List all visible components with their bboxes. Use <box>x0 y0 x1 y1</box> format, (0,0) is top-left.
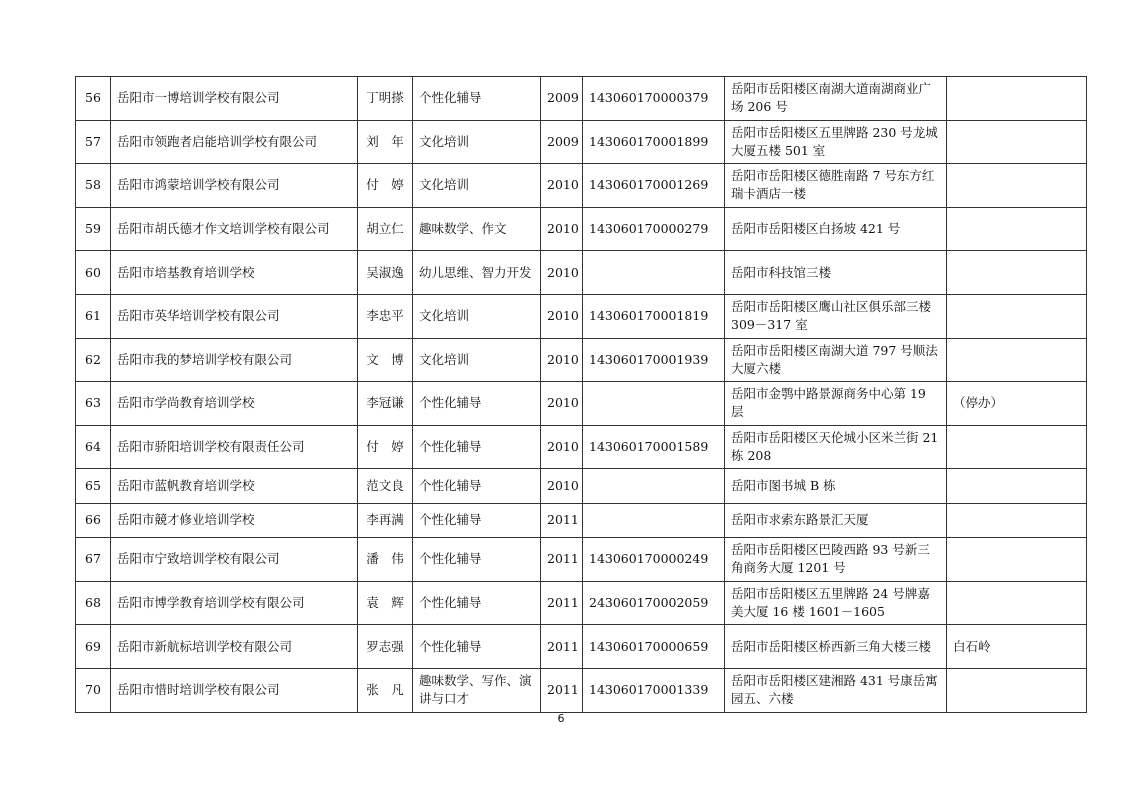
row-number-cell: 64 <box>76 425 111 469</box>
row-number-cell: 63 <box>76 382 111 426</box>
table-row <box>76 668 1087 712</box>
training-scope-cell: 文化培训 <box>413 120 541 164</box>
training-scope-cell: 个性化辅导 <box>413 625 541 669</box>
row-number-cell: 57 <box>76 120 111 164</box>
training-scope-cell: 文化培训 <box>413 294 541 338</box>
remark-cell <box>947 207 1087 251</box>
license-number-cell: 143060170000379 <box>583 77 725 121</box>
legal-person-cell: 范文良 <box>358 469 413 503</box>
row-number-cell: 69 <box>76 625 111 669</box>
row-number-cell: 68 <box>76 581 111 625</box>
training-scope-cell: 个性化辅导 <box>413 77 541 121</box>
license-number-cell <box>583 382 725 426</box>
approval-year-cell: 2010 <box>541 425 583 469</box>
table-row <box>76 469 1087 503</box>
license-number-cell: 143060170001589 <box>583 425 725 469</box>
license-number-cell: 143060170001269 <box>583 164 725 208</box>
school-name-cell: 岳阳市宁致培训学校有限公司 <box>111 538 358 582</box>
license-number-cell: 143060170000659 <box>583 625 725 669</box>
training-scope-cell: 个性化辅导 <box>413 469 541 503</box>
school-address-cell: 岳阳市岳阳楼区桥西新三角大楼三楼 <box>725 625 947 669</box>
remark-cell: 白石岭 <box>947 625 1087 669</box>
approval-year-cell: 2010 <box>541 251 583 295</box>
school-address-cell: 岳阳市岳阳楼区五里牌路 24 号牌嘉美大厦 16 楼 1601－1605 <box>725 581 947 625</box>
row-number-cell: 67 <box>76 538 111 582</box>
legal-person-cell: 张 凡 <box>358 668 413 712</box>
school-address-cell: 岳阳市岳阳楼区南湖大道南湖商业广场 206 号 <box>725 77 947 121</box>
table-row <box>76 425 1087 469</box>
remark-cell <box>947 251 1087 295</box>
table-row <box>76 207 1087 251</box>
license-number-cell: 143060170001899 <box>583 120 725 164</box>
legal-person-cell: 文 博 <box>358 338 413 382</box>
remark-cell <box>947 581 1087 625</box>
training-scope-cell: 趣味数学、写作、演讲与口才 <box>413 668 541 712</box>
remark-cell <box>947 164 1087 208</box>
page-number: 6 <box>557 712 565 725</box>
approval-year-cell: 2009 <box>541 77 583 121</box>
school-name-cell: 岳阳市一博培训学校有限公司 <box>111 77 358 121</box>
school-name-cell: 岳阳市我的梦培训学校有限公司 <box>111 338 358 382</box>
remark-cell <box>947 538 1087 582</box>
remark-cell <box>947 294 1087 338</box>
school-address-cell: 岳阳市岳阳楼区巴陵西路 93 号新三角商务大厦 1201 号 <box>725 538 947 582</box>
row-number-cell: 61 <box>76 294 111 338</box>
training-scope-cell: 个性化辅导 <box>413 503 541 537</box>
license-number-cell: 243060170002059 <box>583 581 725 625</box>
approval-year-cell: 2011 <box>541 625 583 669</box>
training-scope-cell: 个性化辅导 <box>413 382 541 426</box>
table-row <box>76 120 1087 164</box>
license-number-cell: 143060170000249 <box>583 538 725 582</box>
school-name-cell: 岳阳市骄阳培训学校有限责任公司 <box>111 425 358 469</box>
legal-person-cell: 李再满 <box>358 503 413 537</box>
table-row <box>76 382 1087 426</box>
legal-person-cell: 付 婷 <box>358 164 413 208</box>
school-name-cell: 岳阳市博学教育培训学校有限公司 <box>111 581 358 625</box>
training-scope-cell: 个性化辅导 <box>413 425 541 469</box>
row-number-cell: 58 <box>76 164 111 208</box>
approval-year-cell: 2009 <box>541 120 583 164</box>
approval-year-cell: 2011 <box>541 538 583 582</box>
school-address-cell: 岳阳市岳阳楼区德胜南路 7 号东方红瑞卡酒店一楼 <box>725 164 947 208</box>
training-scope-cell: 文化培训 <box>413 338 541 382</box>
legal-person-cell: 潘 伟 <box>358 538 413 582</box>
legal-person-cell: 丁明搽 <box>358 77 413 121</box>
license-number-cell <box>583 469 725 503</box>
approval-year-cell: 2010 <box>541 469 583 503</box>
training-scope-cell: 趣味数学、作文 <box>413 207 541 251</box>
license-number-cell: 143060170001339 <box>583 668 725 712</box>
license-number-cell: 143060170001819 <box>583 294 725 338</box>
legal-person-cell: 胡立仁 <box>358 207 413 251</box>
remark-cell <box>947 503 1087 537</box>
training-scope-cell: 个性化辅导 <box>413 581 541 625</box>
school-address-cell: 岳阳市岳阳楼区五里牌路 230 号龙城大厦五楼 501 室 <box>725 120 947 164</box>
table-row <box>76 503 1087 537</box>
school-name-cell: 岳阳市鸿蒙培训学校有限公司 <box>111 164 358 208</box>
legal-person-cell: 付 婷 <box>358 425 413 469</box>
school-address-cell: 岳阳市图书城 B 栋 <box>725 469 947 503</box>
row-number-cell: 56 <box>76 77 111 121</box>
remark-cell <box>947 77 1087 121</box>
school-name-cell: 岳阳市新航标培训学校有限公司 <box>111 625 358 669</box>
table-row <box>76 625 1087 669</box>
approval-year-cell: 2010 <box>541 338 583 382</box>
school-address-cell: 岳阳市岳阳楼区鹰山社区俱乐部三楼 309－317 室 <box>725 294 947 338</box>
table-body <box>76 77 1087 713</box>
license-number-cell <box>583 503 725 537</box>
approval-year-cell: 2011 <box>541 668 583 712</box>
legal-person-cell: 李冠谦 <box>358 382 413 426</box>
school-name-cell: 岳阳市惜时培训学校有限公司 <box>111 668 358 712</box>
license-number-cell: 143060170000279 <box>583 207 725 251</box>
school-address-cell: 岳阳市岳阳楼区天伦城小区米兰街 21 栋 208 <box>725 425 947 469</box>
approval-year-cell: 2010 <box>541 382 583 426</box>
row-number-cell: 60 <box>76 251 111 295</box>
approval-year-cell: 2011 <box>541 581 583 625</box>
school-address-cell: 岳阳市岳阳楼区南湖大道 797 号顺法大厦六楼 <box>725 338 947 382</box>
legal-person-cell: 吴淑逸 <box>358 251 413 295</box>
row-number-cell: 66 <box>76 503 111 537</box>
remark-cell <box>947 469 1087 503</box>
school-name-cell: 岳阳市领跑者启能培训学校有限公司 <box>111 120 358 164</box>
school-name-cell: 岳阳市英华培训学校有限公司 <box>111 294 358 338</box>
training-scope-cell: 幼儿思维、智力开发 <box>413 251 541 295</box>
legal-person-cell: 袁 辉 <box>358 581 413 625</box>
remark-cell: （停办） <box>947 382 1087 426</box>
row-number-cell: 65 <box>76 469 111 503</box>
license-number-cell: 143060170001939 <box>583 338 725 382</box>
row-number-cell: 70 <box>76 668 111 712</box>
table-row <box>76 338 1087 382</box>
row-number-cell: 62 <box>76 338 111 382</box>
school-registry-table <box>75 76 1087 713</box>
school-address-cell: 岳阳市金鹗中路景源商务中心第 19 层 <box>725 382 947 426</box>
remark-cell <box>947 668 1087 712</box>
remark-cell <box>947 120 1087 164</box>
license-number-cell <box>583 251 725 295</box>
remark-cell <box>947 425 1087 469</box>
training-scope-cell: 文化培训 <box>413 164 541 208</box>
school-name-cell: 岳阳市競才修业培训学校 <box>111 503 358 537</box>
table-row <box>76 251 1087 295</box>
school-name-cell: 岳阳市学尚教育培训学校 <box>111 382 358 426</box>
approval-year-cell: 2010 <box>541 164 583 208</box>
row-number-cell: 59 <box>76 207 111 251</box>
table-row <box>76 164 1087 208</box>
school-name-cell: 岳阳市胡氏德才作文培训学校有限公司 <box>111 207 358 251</box>
school-address-cell: 岳阳市岳阳楼区建湘路 431 号康岳寓园五、六楼 <box>725 668 947 712</box>
legal-person-cell: 刘 年 <box>358 120 413 164</box>
table-row <box>76 294 1087 338</box>
legal-person-cell: 李忠平 <box>358 294 413 338</box>
school-address-cell: 岳阳市科技馆三楼 <box>725 251 947 295</box>
approval-year-cell: 2011 <box>541 503 583 537</box>
school-name-cell: 岳阳市培基教育培训学校 <box>111 251 358 295</box>
table-row <box>76 77 1087 121</box>
approval-year-cell: 2010 <box>541 294 583 338</box>
table-row <box>76 581 1087 625</box>
legal-person-cell: 罗志强 <box>358 625 413 669</box>
school-address-cell: 岳阳市岳阳楼区白扬坡 421 号 <box>725 207 947 251</box>
school-address-cell: 岳阳市求索东路景汇天厦 <box>725 503 947 537</box>
table-row <box>76 538 1087 582</box>
approval-year-cell: 2010 <box>541 207 583 251</box>
remark-cell <box>947 338 1087 382</box>
training-scope-cell: 个性化辅导 <box>413 538 541 582</box>
school-name-cell: 岳阳市蓝帆教育培训学校 <box>111 469 358 503</box>
